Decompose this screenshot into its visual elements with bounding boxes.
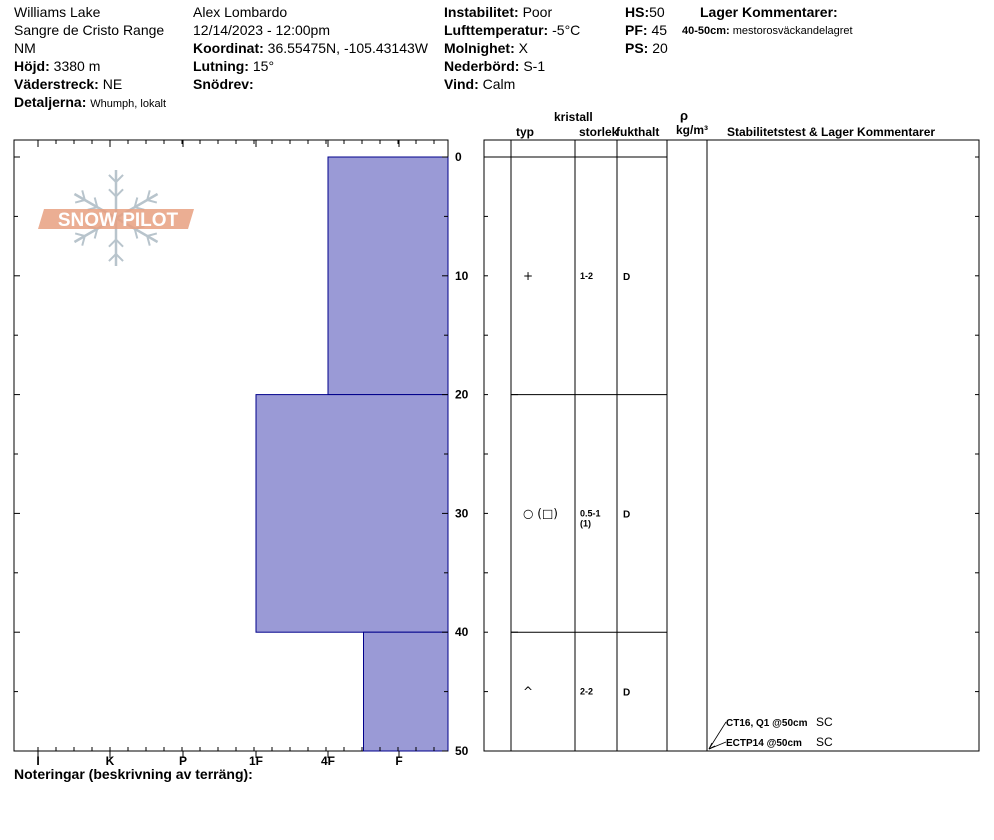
pf-label: PF: xyxy=(625,22,648,38)
col-size: storlek xyxy=(579,125,619,139)
layer-table-frame xyxy=(484,140,979,751)
grain-size-2: 0.5-1 xyxy=(580,508,601,519)
elevation-label: Höjd: xyxy=(14,58,50,74)
observation-datetime: 12/14/2023 - 12:00pm xyxy=(193,22,330,38)
aspect-value: NE xyxy=(102,76,123,92)
grain-type-3: ^ xyxy=(523,684,534,699)
layer-bar-3 xyxy=(364,632,449,751)
depth-axis xyxy=(14,150,979,758)
hardness-label-I: I xyxy=(36,754,40,768)
depth-label-10: 10 xyxy=(455,268,469,283)
aspect-label: Väderstreck: xyxy=(14,76,99,92)
layer-table xyxy=(484,140,707,751)
hs-label: HS: xyxy=(625,4,650,20)
col-type: typ xyxy=(516,125,534,139)
depth-label-40: 40 xyxy=(455,625,469,640)
grain-size-1: 1-2 xyxy=(580,270,594,281)
elevation-value: 3380 m xyxy=(53,58,101,74)
layer-bar-1 xyxy=(328,157,448,395)
snowflake-branch xyxy=(75,233,85,236)
test-label-2: ECTP14 @50cm xyxy=(726,738,802,749)
coord-value: 36.55475N, -105.43143W xyxy=(267,40,428,56)
grain-type-2: ○ (□) xyxy=(523,506,558,521)
test-code-2: SC xyxy=(816,735,833,749)
instability-value: Poor xyxy=(522,4,553,20)
col-stability: Stabilitetstest & Lager Kommentarer xyxy=(727,125,936,139)
grain-size-3: 2-2 xyxy=(580,686,594,697)
slope-label: Lutning: xyxy=(193,58,249,74)
col-rho: ρ xyxy=(680,108,689,123)
stability-tests xyxy=(709,715,833,749)
depth-label-50: 50 xyxy=(455,744,469,758)
instability-label: Instabilitet: xyxy=(444,4,519,20)
state-name: NM xyxy=(14,40,36,56)
pf-value: 45 xyxy=(651,22,668,38)
snowpilot-logo xyxy=(38,170,194,266)
precip-value: S-1 xyxy=(523,58,546,74)
drift-label: Snödrev: xyxy=(193,76,254,92)
logo-text: SNOW PILOT xyxy=(57,210,179,231)
terrain-notes-label: Noteringar (beskrivning av terräng): xyxy=(14,766,253,782)
col-moisture: fukthalt xyxy=(616,125,660,139)
test-label-1: CT16, Q1 @50cm xyxy=(726,718,808,729)
ps-label: PS: xyxy=(625,40,649,56)
layer-bar-2 xyxy=(256,395,448,633)
layer-comment-text: mestorosväckandelagret xyxy=(732,25,853,37)
sky-label: Molnighet: xyxy=(444,40,515,56)
range-name: Sangre de Cristo Range xyxy=(14,22,165,38)
grain-size-alt-2: (1) xyxy=(580,518,591,529)
airtemp-label: Lufttemperatur: xyxy=(444,22,549,38)
details-value: Whumph, lokalt xyxy=(90,98,167,110)
precip-label: Nederbörd: xyxy=(444,58,520,74)
test-leader-1 xyxy=(709,722,726,749)
depth-label-20: 20 xyxy=(455,387,469,402)
hardness-label-F: F xyxy=(395,754,403,768)
details-label: Detaljerna: xyxy=(14,94,87,110)
snowflake-branch xyxy=(147,233,157,236)
col-crystal: kristall xyxy=(554,110,593,124)
moisture-1: D xyxy=(623,271,631,283)
depth-label-30: 30 xyxy=(455,506,469,521)
observer-name: Alex Lombardo xyxy=(193,4,288,20)
airtemp-value: -5°C xyxy=(552,22,581,38)
hs-value: 50 xyxy=(649,4,665,20)
wind-label: Vind: xyxy=(444,76,479,92)
slope-value: 15° xyxy=(252,58,275,74)
coord-label: Koordinat: xyxy=(193,40,264,56)
layer-comments-label: Lager Kommentarer: xyxy=(700,4,838,20)
test-code-1: SC xyxy=(816,715,833,729)
ps-value: 20 xyxy=(652,40,668,56)
depth-label-0: 0 xyxy=(455,150,462,164)
grain-type-1: + xyxy=(523,268,534,283)
moisture-2: D xyxy=(623,509,631,521)
hardness-label-P: P xyxy=(178,754,188,768)
location-name: Williams Lake xyxy=(14,4,101,20)
layer-bars xyxy=(256,157,448,751)
snowflake-branch xyxy=(147,200,157,203)
sky-value: X xyxy=(518,40,528,56)
moisture-3: D xyxy=(623,687,631,699)
layer-comment-range: 40-50cm: xyxy=(682,25,730,37)
hardness-label-K: K xyxy=(105,754,115,768)
hardness-label-4F: 4F xyxy=(320,754,336,768)
snowflake-branch xyxy=(75,200,85,203)
wind-value: Calm xyxy=(482,76,516,92)
col-density-unit: kg/m³ xyxy=(676,123,709,137)
hardness-label-1F: 1F xyxy=(248,754,264,768)
